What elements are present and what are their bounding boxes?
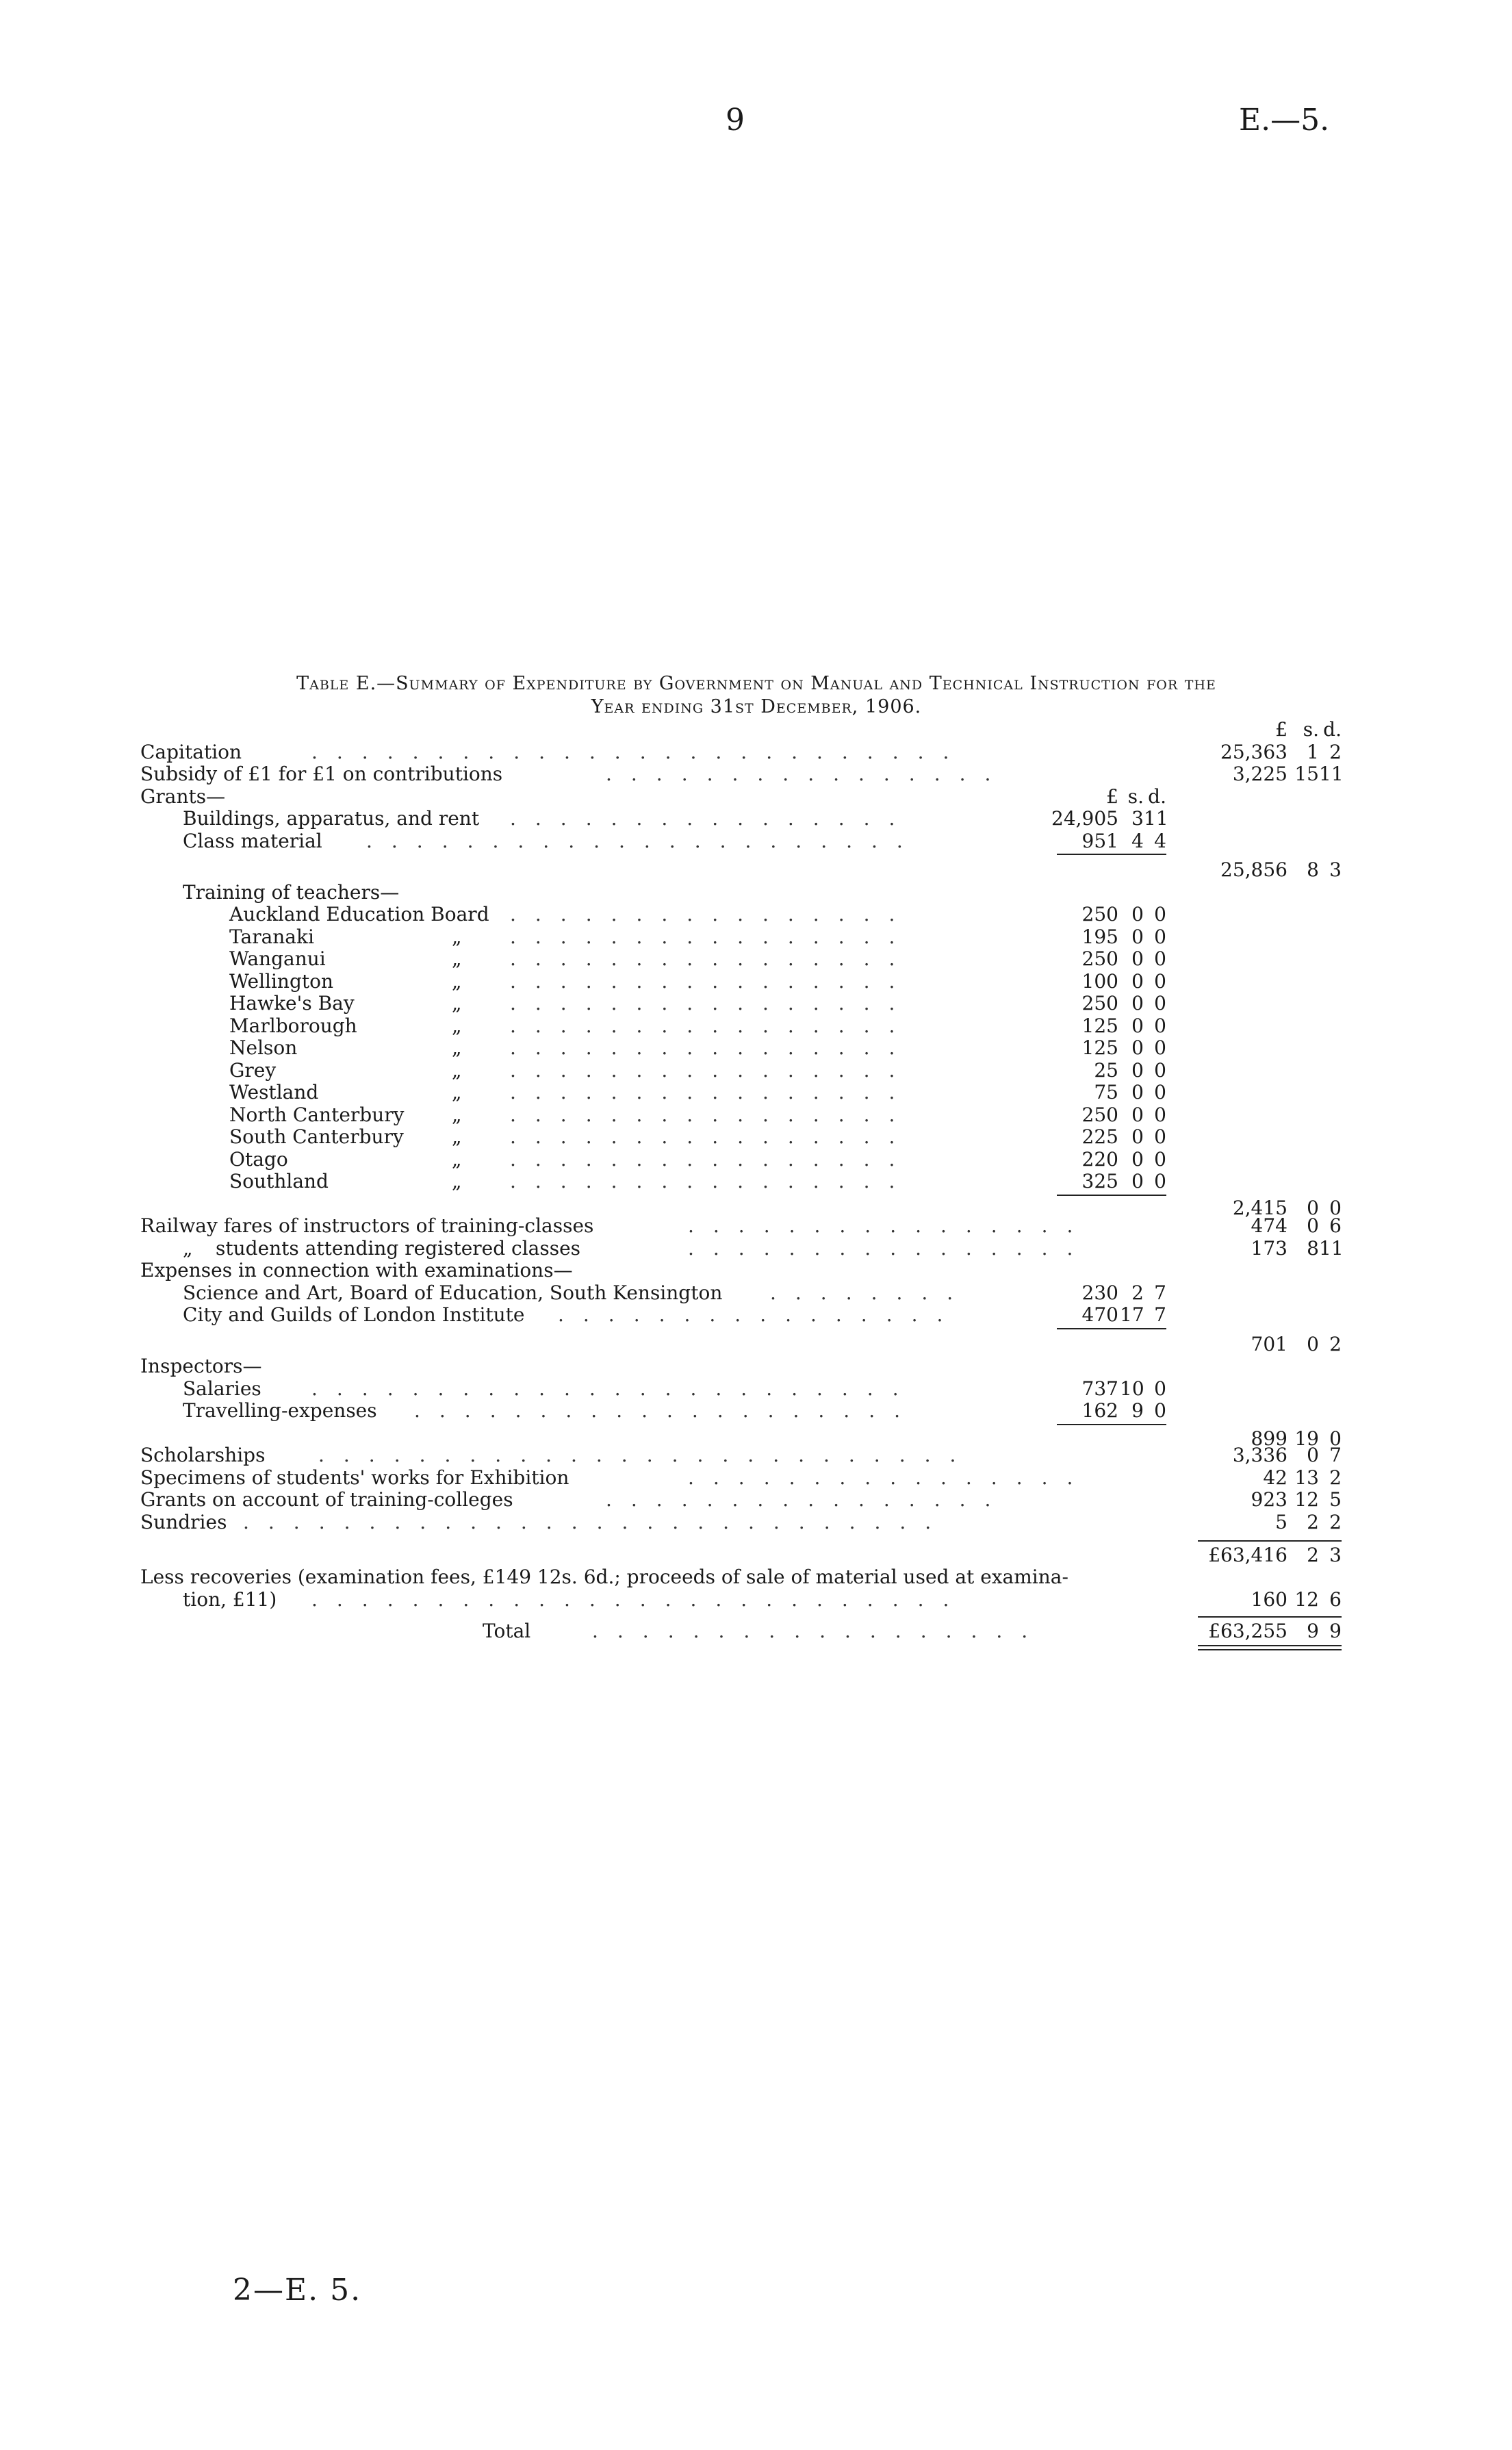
subtotal-rule xyxy=(1057,1195,1166,1196)
table-row-city-guilds xyxy=(140,1304,1359,1327)
table-row-total xyxy=(140,1611,1359,1652)
board-name: Wellington xyxy=(229,969,334,993)
amount-shillings: 10 xyxy=(1120,1377,1144,1400)
table-row-class-material xyxy=(140,830,1359,853)
table-row-exam-total xyxy=(140,1327,1359,1355)
amount-pounds: 899 xyxy=(1251,1427,1287,1450)
ditto-mark: „ xyxy=(452,925,462,948)
table-row-recoveries-line-1 xyxy=(140,1566,1359,1589)
ditto-mark: „ xyxy=(452,992,462,1015)
amount-shillings: 0 xyxy=(1307,1332,1319,1355)
amount-pence: 0 xyxy=(1154,947,1166,970)
board-name: Otago xyxy=(229,1147,288,1171)
total-rule xyxy=(1198,1540,1342,1542)
amount-pounds: 2,415 xyxy=(1232,1196,1287,1219)
amount-shillings: 13 xyxy=(1294,1466,1319,1489)
amount-pounds: 24,905 xyxy=(1051,807,1118,830)
table-row-inspectors-total xyxy=(140,1422,1359,1450)
outer-column-headers xyxy=(140,719,1359,741)
amount-pounds: 225 xyxy=(1081,1125,1118,1148)
amount-shillings: 12 xyxy=(1294,1488,1319,1511)
amount-pence: 3 xyxy=(1329,858,1342,881)
amount-pence: 0 xyxy=(1329,1196,1342,1219)
amount-pounds: 3,336 xyxy=(1232,1444,1287,1466)
amount-pounds: 250 xyxy=(1081,947,1118,970)
leader-dots: ..​..​..​..​..​..​..​..​..​..​..​..​..​.. xyxy=(243,1510,951,1533)
amount-pence: 2 xyxy=(1329,1332,1342,1355)
amount-shillings: 0 xyxy=(1131,947,1144,970)
table-row-board xyxy=(140,993,1359,1015)
amount-pence: 0 xyxy=(1154,992,1166,1015)
amount-pence: 7 xyxy=(1154,1281,1166,1304)
amount-pounds: 5 xyxy=(1275,1510,1287,1533)
amount-shillings: 8 xyxy=(1307,858,1319,881)
pound-header: £ xyxy=(1275,718,1287,741)
amount-pence: 0 xyxy=(1154,1036,1166,1059)
inner-pence-header: d. xyxy=(1148,784,1166,808)
total-label: Total xyxy=(483,1620,531,1642)
amount-pounds: 923 xyxy=(1251,1488,1287,1511)
ditto-mark: „ xyxy=(452,969,462,993)
row-label: Scholarships xyxy=(140,1444,266,1466)
amount-shillings: 19 xyxy=(1294,1427,1319,1450)
board-name: Grey xyxy=(229,1058,277,1082)
amount-pounds: 100 xyxy=(1081,969,1118,993)
amount-pence: 7 xyxy=(1154,1303,1166,1326)
amount-pence: 0 xyxy=(1154,969,1166,993)
amount-pence: 7 xyxy=(1329,1444,1342,1466)
table-row-board xyxy=(140,1037,1359,1060)
amount-pence: 0 xyxy=(1154,1103,1166,1126)
inner-shilling-header: s. xyxy=(1127,784,1144,808)
table-row-railway-students xyxy=(140,1238,1359,1260)
leader-dots: ..​..​..​..​..​..​..​.. xyxy=(510,1081,914,1103)
amount-shillings: 0 xyxy=(1131,903,1144,926)
amount-shillings: 8 xyxy=(1307,1236,1319,1260)
row-label: Subsidy of £1 for £1 on contributions xyxy=(140,763,503,785)
row-label: Training of teachers— xyxy=(183,880,400,904)
amount-pounds: 250 xyxy=(1081,903,1118,926)
amount-shillings: 9 xyxy=(1131,1399,1144,1422)
ditto-mark: „ xyxy=(452,1014,462,1037)
row-label: Inspectors— xyxy=(140,1355,262,1377)
table-row-grants-total xyxy=(140,852,1359,881)
table-row-board xyxy=(140,904,1359,926)
amount-pence: 0 xyxy=(1154,1014,1166,1037)
table-row-board xyxy=(140,1060,1359,1082)
amount-pence: 0 xyxy=(1154,1125,1166,1148)
table-row-grants-heading xyxy=(140,786,1359,808)
board-name: Hawke's Bay xyxy=(229,992,355,1015)
row-label: Railway fares of instructors of training-classes xyxy=(140,1214,594,1237)
amount-shillings: 12 xyxy=(1294,1587,1319,1611)
row-label: Class material xyxy=(183,829,322,852)
leader-dots: ..​..​..​..​..​..​..​.. xyxy=(688,1214,1092,1237)
amount-shillings: 2 xyxy=(1307,1510,1319,1533)
amount-shillings: 0 xyxy=(1307,1196,1319,1219)
leader-dots: ..​..​..​..​..​..​..​..​.. xyxy=(592,1620,1047,1642)
amount-pounds: 25,856 xyxy=(1220,858,1287,881)
amount-pence: 0 xyxy=(1154,1170,1166,1192)
amount-pounds: 195 xyxy=(1081,925,1118,948)
table-row-board xyxy=(140,948,1359,971)
amount-pounds: 25,363 xyxy=(1220,740,1287,763)
board-name: Taranaki xyxy=(229,925,314,948)
row-label: Sundries xyxy=(140,1510,227,1533)
shilling-header: s. xyxy=(1303,718,1319,741)
amount-pence: 6 xyxy=(1329,1214,1342,1237)
amount-pence: 0 xyxy=(1154,1399,1166,1422)
amount-pounds: 173 xyxy=(1251,1236,1287,1260)
table-row-science-art xyxy=(140,1282,1359,1305)
ditto-mark: „ xyxy=(452,1036,462,1059)
amount-pence: 0 xyxy=(1154,1377,1166,1400)
amount-pounds: 325 xyxy=(1081,1170,1118,1192)
amount-shillings: 2 xyxy=(1131,1281,1144,1304)
row-label: Salaries xyxy=(183,1377,261,1400)
amount-pence: 6 xyxy=(1329,1587,1342,1611)
leader-dots: ..​..​..​..​..​..​..​..​..​..​..​.. xyxy=(311,1377,918,1400)
table-title-line-1: Table E.—Summary of Expenditure by Government on Manual and Technical Instruction for the xyxy=(296,673,1216,694)
amount-pence: 2 xyxy=(1329,740,1342,763)
leader-dots: ..​..​..​..​..​..​..​.. xyxy=(558,1303,962,1326)
leader-dots: ..​..​..​..​..​..​..​.. xyxy=(510,1147,914,1171)
row-label: Science and Art, Board of Education, South Kensington xyxy=(183,1281,723,1304)
leader-dots: ..​..​..​..​..​..​..​.. xyxy=(688,1466,1092,1489)
leader-dots: ..​..​..​..​..​..​..​..​..​..​.. xyxy=(366,829,922,852)
row-label: Expenses in connection with examinations— xyxy=(140,1259,573,1281)
amount-pounds: 250 xyxy=(1081,1103,1118,1126)
amount-pence: 11 xyxy=(1144,807,1168,830)
row-label: Specimens of students' works for Exhibition xyxy=(140,1466,569,1489)
pence-header: d. xyxy=(1323,718,1342,741)
amount-pounds: 701 xyxy=(1251,1332,1287,1355)
amount-shillings: 0 xyxy=(1131,925,1144,948)
double-rule xyxy=(1198,1645,1342,1650)
leader-dots: ..​..​..​..​..​..​..​.. xyxy=(510,807,914,830)
ditto-mark: „ xyxy=(452,1147,462,1171)
table-row-scholarships xyxy=(140,1444,1359,1467)
row-label: Grants on account of training-colleges xyxy=(140,1488,513,1511)
amount-shillings: 0 xyxy=(1307,1444,1319,1466)
table-row-training-heading xyxy=(140,882,1359,904)
ditto-mark: „ xyxy=(452,1125,462,1148)
table-row-board xyxy=(140,1126,1359,1149)
leader-dots: ..​..​..​.. xyxy=(770,1281,973,1304)
table-row-board xyxy=(140,1104,1359,1127)
amount-pence: 0 xyxy=(1154,1081,1166,1103)
amount-pounds: 470 xyxy=(1081,1303,1118,1326)
expenditure-table xyxy=(140,719,1359,1652)
table-row-exam-heading xyxy=(140,1260,1359,1282)
amount-shillings: 17 xyxy=(1120,1303,1144,1326)
table-row-training-colleges xyxy=(140,1489,1359,1511)
page-number: 9 xyxy=(726,103,745,138)
amount-shillings: 15 xyxy=(1294,763,1319,785)
table-row-inspectors-heading xyxy=(140,1355,1359,1378)
amount-pounds: 125 xyxy=(1081,1036,1118,1059)
amount-pounds: 474 xyxy=(1251,1214,1287,1237)
row-label: Grants— xyxy=(140,784,226,808)
leader-dots: ..​..​..​..​..​..​..​.. xyxy=(510,1125,914,1148)
board-name: South Canterbury xyxy=(229,1125,404,1148)
leader-dots: ..​..​..​..​..​..​..​.. xyxy=(510,1036,914,1059)
table-row-capitation xyxy=(140,741,1359,764)
amount-shillings: 0 xyxy=(1131,1081,1144,1103)
leader-dots: ..​..​..​..​..​..​..​.. xyxy=(606,763,1010,785)
table-row-board xyxy=(140,1015,1359,1038)
amount-pence: 0 xyxy=(1154,1147,1166,1171)
table-title-line-2: Year ending 31st December, 1906. xyxy=(591,696,922,717)
amount-shillings: 0 xyxy=(1131,969,1144,993)
amount-shillings: 0 xyxy=(1131,1014,1144,1037)
amount-pounds: 220 xyxy=(1081,1147,1118,1171)
amount-shillings: 0 xyxy=(1131,1036,1144,1059)
subtotal-rule xyxy=(1057,1424,1166,1425)
table-row-subsidy xyxy=(140,763,1359,786)
board-name: Westland xyxy=(229,1081,319,1103)
leader-dots: ..​..​..​..​..​..​..​.. xyxy=(510,1014,914,1037)
table-row-recoveries-line-2 xyxy=(140,1589,1359,1611)
ditto-mark: „ xyxy=(183,1236,193,1260)
board-name: Nelson xyxy=(229,1036,298,1059)
table-row-board xyxy=(140,971,1359,993)
board-name: Wanganui xyxy=(229,947,326,970)
amount-pounds: 250 xyxy=(1081,992,1118,1015)
table-row-railway-instructors xyxy=(140,1215,1359,1238)
amount-pounds: 160 xyxy=(1251,1587,1287,1611)
table-row-buildings xyxy=(140,808,1359,830)
board-name: Auckland Education Board xyxy=(229,903,489,926)
ditto-mark: „ xyxy=(452,1058,462,1082)
amount-shillings: 9 xyxy=(1307,1620,1319,1642)
leader-dots: ..​..​..​..​..​..​..​.. xyxy=(510,947,914,970)
amount-shillings: 2 xyxy=(1307,1544,1319,1566)
amount-shillings: 0 xyxy=(1307,1214,1319,1237)
amount-pence: 3 xyxy=(1329,1544,1342,1566)
leader-dots: ..​..​..​..​..​..​..​.. xyxy=(510,1058,914,1082)
table-row-board xyxy=(140,1082,1359,1104)
amount-pounds: £63,255 xyxy=(1208,1620,1287,1642)
amount-pence: 11 xyxy=(1319,1236,1344,1260)
leader-dots: ..​..​..​..​..​..​..​..​..​.. xyxy=(414,1399,920,1422)
amount-pounds: £63,416 xyxy=(1208,1544,1287,1566)
table-row-board xyxy=(140,1171,1359,1193)
amount-pounds: 75 xyxy=(1094,1081,1118,1103)
document-reference: E.—5. xyxy=(1239,103,1330,138)
amount-pence: 2 xyxy=(1329,1510,1342,1533)
leader-dots: ..​..​..​..​..​..​..​..​..​..​..​..​.. xyxy=(318,1444,975,1466)
amount-pounds: 25 xyxy=(1094,1058,1118,1082)
training-boards-list xyxy=(140,904,1359,1193)
amount-shillings: 0 xyxy=(1131,1103,1144,1126)
total-rule xyxy=(1198,1616,1342,1618)
leader-dots: ..​..​..​..​..​..​..​..​..​..​..​..​.. xyxy=(311,740,969,763)
leader-dots: ..​..​..​..​..​..​..​.. xyxy=(510,1170,914,1192)
amount-pounds: 230 xyxy=(1081,1281,1118,1304)
amount-pence: 2 xyxy=(1329,1466,1342,1489)
amount-shillings: 1 xyxy=(1307,740,1319,763)
amount-pence: 9 xyxy=(1329,1620,1342,1642)
table-row-travelling xyxy=(140,1400,1359,1422)
amount-pounds: 162 xyxy=(1081,1399,1118,1422)
board-name: North Canterbury xyxy=(229,1103,405,1126)
row-label: tion, £11) xyxy=(183,1587,277,1611)
inner-pound-header: £ xyxy=(1106,784,1118,808)
amount-pence: 0 xyxy=(1154,1058,1166,1082)
ditto-mark: „ xyxy=(452,1170,462,1192)
table-row-specimens xyxy=(140,1467,1359,1490)
amount-pounds: 737 xyxy=(1081,1377,1118,1400)
table-row-gross-total xyxy=(140,1533,1359,1566)
table-title xyxy=(140,672,1372,719)
subtotal-rule xyxy=(1057,1328,1166,1329)
leader-dots: ..​..​..​..​..​..​..​..​..​..​..​..​.. xyxy=(311,1587,969,1611)
leader-dots: ..​..​..​..​..​..​..​.. xyxy=(510,903,914,926)
amount-shillings: 0 xyxy=(1131,992,1144,1015)
ditto-mark: „ xyxy=(452,1081,462,1103)
table-row-board xyxy=(140,1149,1359,1171)
row-label: students attending registered classes xyxy=(216,1236,581,1260)
row-label: Capitation xyxy=(140,740,242,763)
amount-pounds: 951 xyxy=(1081,829,1118,852)
leader-dots: ..​..​..​..​..​..​..​.. xyxy=(688,1236,1092,1260)
row-label: Buildings, apparatus, and rent xyxy=(183,807,480,830)
leader-dots: ..​..​..​..​..​..​..​.. xyxy=(510,969,914,993)
amount-pounds: 3,225 xyxy=(1232,763,1287,785)
leader-dots: ..​..​..​..​..​..​..​.. xyxy=(510,992,914,1015)
row-label: Less recoveries (examination fees, £149 12s. 6d.; proceeds of sale of material used at examina- xyxy=(140,1566,1068,1588)
ditto-mark: „ xyxy=(452,1103,462,1126)
ditto-mark: „ xyxy=(452,947,462,970)
leader-dots: ..​..​..​..​..​..​..​.. xyxy=(510,1103,914,1126)
amount-shillings: 3 xyxy=(1131,807,1144,830)
table-row-training-total xyxy=(140,1193,1359,1219)
amount-pence: 0 xyxy=(1329,1427,1342,1450)
amount-shillings: 0 xyxy=(1131,1125,1144,1148)
amount-shillings: 0 xyxy=(1131,1147,1144,1171)
amount-shillings: 0 xyxy=(1131,1170,1144,1192)
table-row-board xyxy=(140,926,1359,949)
board-name: Marlborough xyxy=(229,1014,357,1037)
leader-dots: ..​..​..​..​..​..​..​.. xyxy=(510,925,914,948)
board-name: Southland xyxy=(229,1170,329,1192)
row-label: City and Guilds of London Institute xyxy=(183,1303,525,1326)
footer-reference: 2—E. 5. xyxy=(233,2273,362,2308)
amount-pounds: 42 xyxy=(1263,1466,1287,1489)
amount-pence: 5 xyxy=(1329,1488,1342,1511)
subtotal-rule xyxy=(1057,854,1166,855)
row-label: Travelling-expenses xyxy=(183,1399,377,1422)
amount-pounds: 125 xyxy=(1081,1014,1118,1037)
amount-shillings: 4 xyxy=(1131,829,1144,852)
amount-shillings: 0 xyxy=(1131,1058,1144,1082)
table-row-salaries xyxy=(140,1378,1359,1401)
leader-dots: ..​..​..​..​..​..​..​.. xyxy=(606,1488,1010,1511)
amount-pence: 11 xyxy=(1319,763,1344,785)
amount-pence: 0 xyxy=(1154,903,1166,926)
amount-pence: 4 xyxy=(1154,829,1166,852)
table-row-sundries xyxy=(140,1511,1359,1534)
amount-pence: 0 xyxy=(1154,925,1166,948)
